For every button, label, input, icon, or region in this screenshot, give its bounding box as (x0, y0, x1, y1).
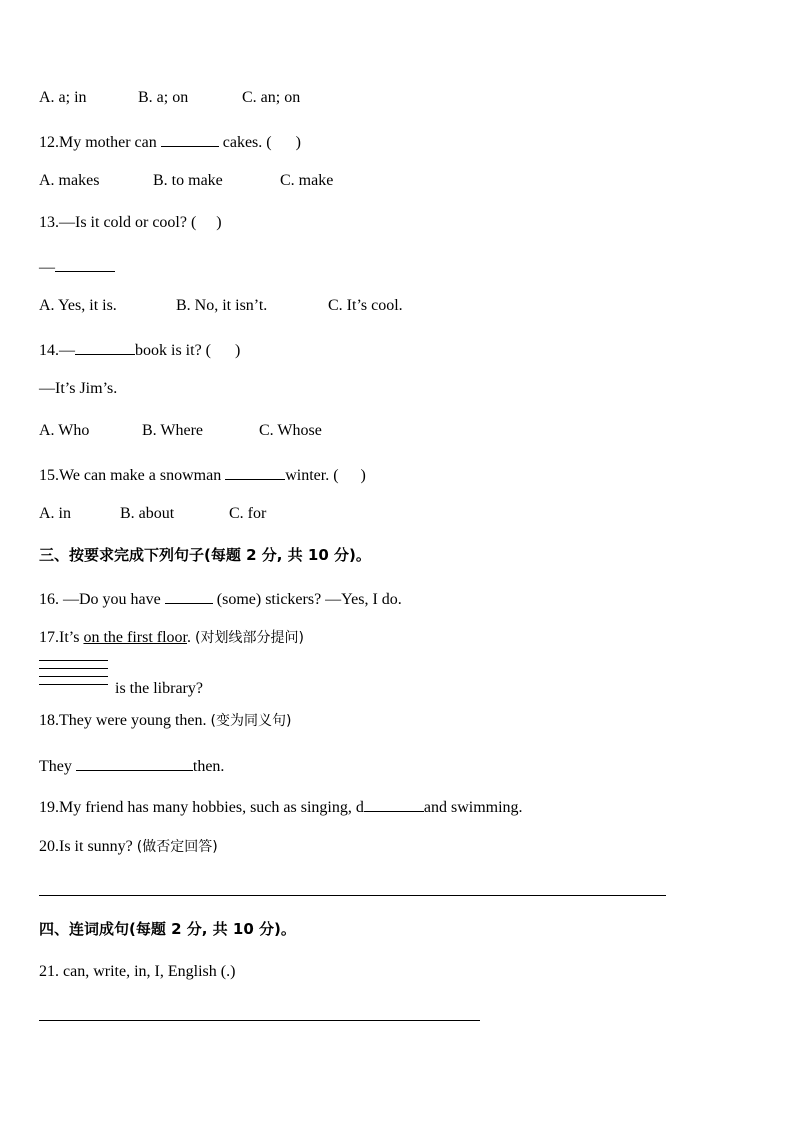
answer-blank[interactable] (161, 130, 219, 147)
q13-option-b: B. No, it isn’t. (176, 297, 268, 314)
question-text: My mother can (59, 134, 161, 151)
answer-line[interactable] (39, 676, 108, 677)
question-number: 18. (39, 712, 59, 729)
q11-option-c: C. an; on (242, 89, 301, 106)
q13-option-c: C. It’s cool. (328, 297, 403, 314)
question-text: book is it? ( (135, 342, 211, 359)
question-text: We can make a snowman (59, 467, 226, 484)
q18-answer (39, 754, 224, 777)
instruction: (做否定回答) (136, 839, 218, 855)
question-text: ) (295, 134, 301, 151)
q11-option-a: A. a; in (39, 89, 87, 106)
answer-line[interactable] (39, 660, 108, 661)
question-text: . can, write, in, I, English (.) (55, 963, 236, 980)
q21-answer-line[interactable] (39, 1020, 480, 1021)
question-number: 16. (39, 591, 59, 608)
question-19 (39, 795, 523, 818)
question-17 (39, 628, 304, 648)
section-points: (每题 2 分, 共 10 分)。 (129, 920, 296, 938)
question-21 (39, 962, 235, 982)
answer-line[interactable] (39, 668, 108, 669)
question-number: 20. (39, 838, 59, 855)
q15-option-a: A. in (39, 505, 71, 522)
section-4-heading (39, 919, 296, 939)
q11-options (39, 88, 300, 108)
q12-option-a: A. makes (39, 172, 100, 189)
dash: — (39, 259, 55, 276)
question-number: 17. (39, 629, 59, 646)
question-13 (39, 213, 222, 233)
q14-option-c: C. Whose (259, 422, 322, 439)
question-number: 14. (39, 342, 59, 359)
answer-blank[interactable] (76, 754, 193, 771)
question-18 (39, 711, 291, 731)
question-text: . (187, 629, 195, 646)
q12-option-c: C. make (280, 172, 334, 189)
question-16 (39, 587, 402, 610)
question-text: — (59, 342, 75, 359)
q12-options (39, 171, 333, 191)
q14-option-b: B. Where (142, 422, 204, 439)
question-14 (39, 338, 240, 361)
answer-blank[interactable] (75, 338, 135, 355)
question-text: winter. ( (285, 467, 339, 484)
question-20 (39, 837, 218, 857)
question-number: 13. (39, 214, 59, 231)
answer-blank[interactable] (225, 463, 285, 480)
answer-line[interactable] (39, 684, 108, 685)
instruction: (对划线部分提问) (195, 630, 304, 646)
question-number: 19. (39, 799, 59, 816)
question-text: ) (360, 467, 366, 484)
q13-answer-line (39, 255, 115, 278)
q20-answer-line[interactable] (39, 895, 666, 896)
question-text: ) (216, 214, 222, 231)
question-text: It’s (59, 629, 84, 646)
question-text: ) (235, 342, 241, 359)
section-3-heading (39, 545, 371, 565)
section-title: 三、按要求完成下列句子 (39, 546, 205, 564)
answer-prefix: They (39, 758, 76, 775)
q15-option-b: B. about (120, 505, 175, 522)
answer-suffix: then. (192, 758, 225, 775)
question-text: Is it sunny? (59, 838, 137, 855)
section-title: 四、连词成句 (39, 920, 130, 938)
instruction: (变为同义句) (210, 713, 292, 729)
answer-blank[interactable] (165, 587, 213, 604)
question-text: —Is it cold or cool? ( (59, 214, 197, 231)
question-number: 15. (39, 467, 59, 484)
underlined-phrase: on the first floor (83, 629, 187, 646)
question-12 (39, 130, 301, 153)
q15-options (39, 504, 266, 524)
answer-blank[interactable] (55, 255, 115, 272)
q14-option-a: A. Who (39, 422, 90, 439)
q11-option-b: B. a; on (138, 89, 189, 106)
question-text: (some) stickers? —Yes, I do. (212, 591, 402, 608)
question-text: My friend has many hobbies, such as singing, d (59, 799, 364, 816)
q13-options (39, 296, 403, 316)
question-text: They were young then. (59, 712, 211, 729)
q17-line2: is the library? (115, 680, 203, 697)
q17-answer-lines[interactable] (39, 660, 108, 692)
question-number: 21 (39, 963, 55, 980)
q12-option-b: B. to make (153, 172, 223, 189)
q14-options (39, 421, 322, 441)
question-text: and swimming. (423, 799, 523, 816)
section-points: (每题 2 分, 共 10 分)。 (204, 546, 371, 564)
answer-blank[interactable] (364, 795, 424, 812)
q13-option-a: A. Yes, it is. (39, 297, 117, 314)
q14-reply: —It’s Jim’s. (39, 380, 118, 397)
question-text: cakes. ( (218, 134, 272, 151)
question-15 (39, 463, 366, 486)
question-number: 12. (39, 134, 59, 151)
question-text: —Do you have (59, 591, 165, 608)
q15-option-c: C. for (229, 505, 267, 522)
